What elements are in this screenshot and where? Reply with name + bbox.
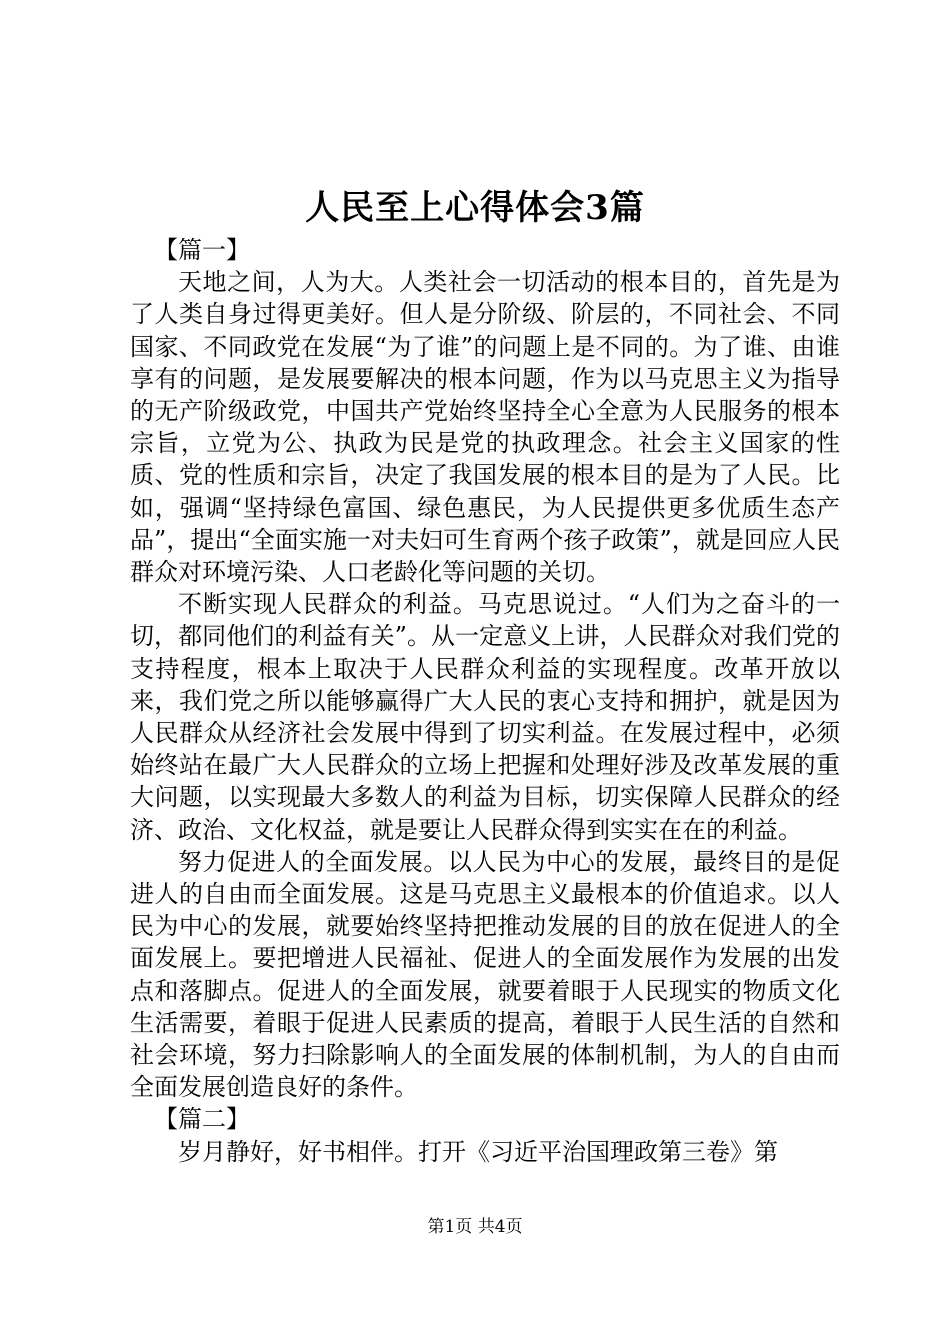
paragraph-4: 岁月静好，好书相伴。打开《习近平治国理政第三卷》第 [178, 1137, 778, 1166]
page-footer: 第1页 共4页 [427, 1217, 523, 1237]
section-label-1: 【篇一】 [154, 236, 250, 264]
paragraph-3: 努力促进人的全面发展。以人民为中心的发展，最终目的是促进人的自由而全面发展。这是马克思主义最根本的价值追求。以人民为中心的发展，就要始终坚持把推动发展的目的放在促进人的全面发展上。要把增进人民福祉、促进人的全面发展作为发展的出发点和落脚点。促进人的全面发展，就要着眼于人民现实的物质文化生活需要，着眼于促进人民素质的提高，着眼于人民生活的自然和社会环境，努力扫除影响人的全面发展的体制机制，为人的自由而全面发展创造良好的条件。 [130, 847, 840, 1102]
paragraph-2: 不断实现人民群众的利益。马克思说过。“人们为之奋斗的一切，都同他们的利益有关”。从一定意义上讲，人民群众对我们党的支持程度，根本上取决于人民群众利益的实现程度。改革开放以来，我们党之所以能够赢得广大人民的衷心支持和拥护，就是因为人民群众从经济社会发展中得到了切实利益。在发展过程中，必须始终站在最广大人民群众的立场上把握和处理好涉及改革发展的重大问题，以实现最大多数人的利益为目标，切实保障人民群众的经济、政治、文化权益，就是要让人民群众得到实实在在的利益。 [130, 590, 840, 844]
document-title: 人民至上心得体会3篇 [305, 188, 645, 228]
document-body [130, 234, 840, 1168]
paragraph-1: 天地之间，人为大。人类社会一切活动的根本目的，首先是为了人类自身过得更美好。但人是分阶级、阶层的，不同社会、不同国家、不同政党在发展“为了谁”的问题上是不同的。为了谁、由谁享有的问题，是发展要解决的根本问题，作为以马克思主义为指导的无产阶级政党，中国共产党始终坚持全心全意为人民服务的根本宗旨，立党为公、执政为民是党的执政理念。社会主义国家的性质、党的性质和宗旨，决定了我国发展的根本目的是为了人民。比如，强调“坚持绿色富国、绿色惠民，为人民提供更多优质生态产品”，提出“全面实施一对夫妇可生育两个孩子政策”，就是回应人民群众对环境污染、人口老龄化等问题的关切。 [130, 268, 840, 587]
section-label-2: 【篇二】 [154, 1105, 250, 1134]
